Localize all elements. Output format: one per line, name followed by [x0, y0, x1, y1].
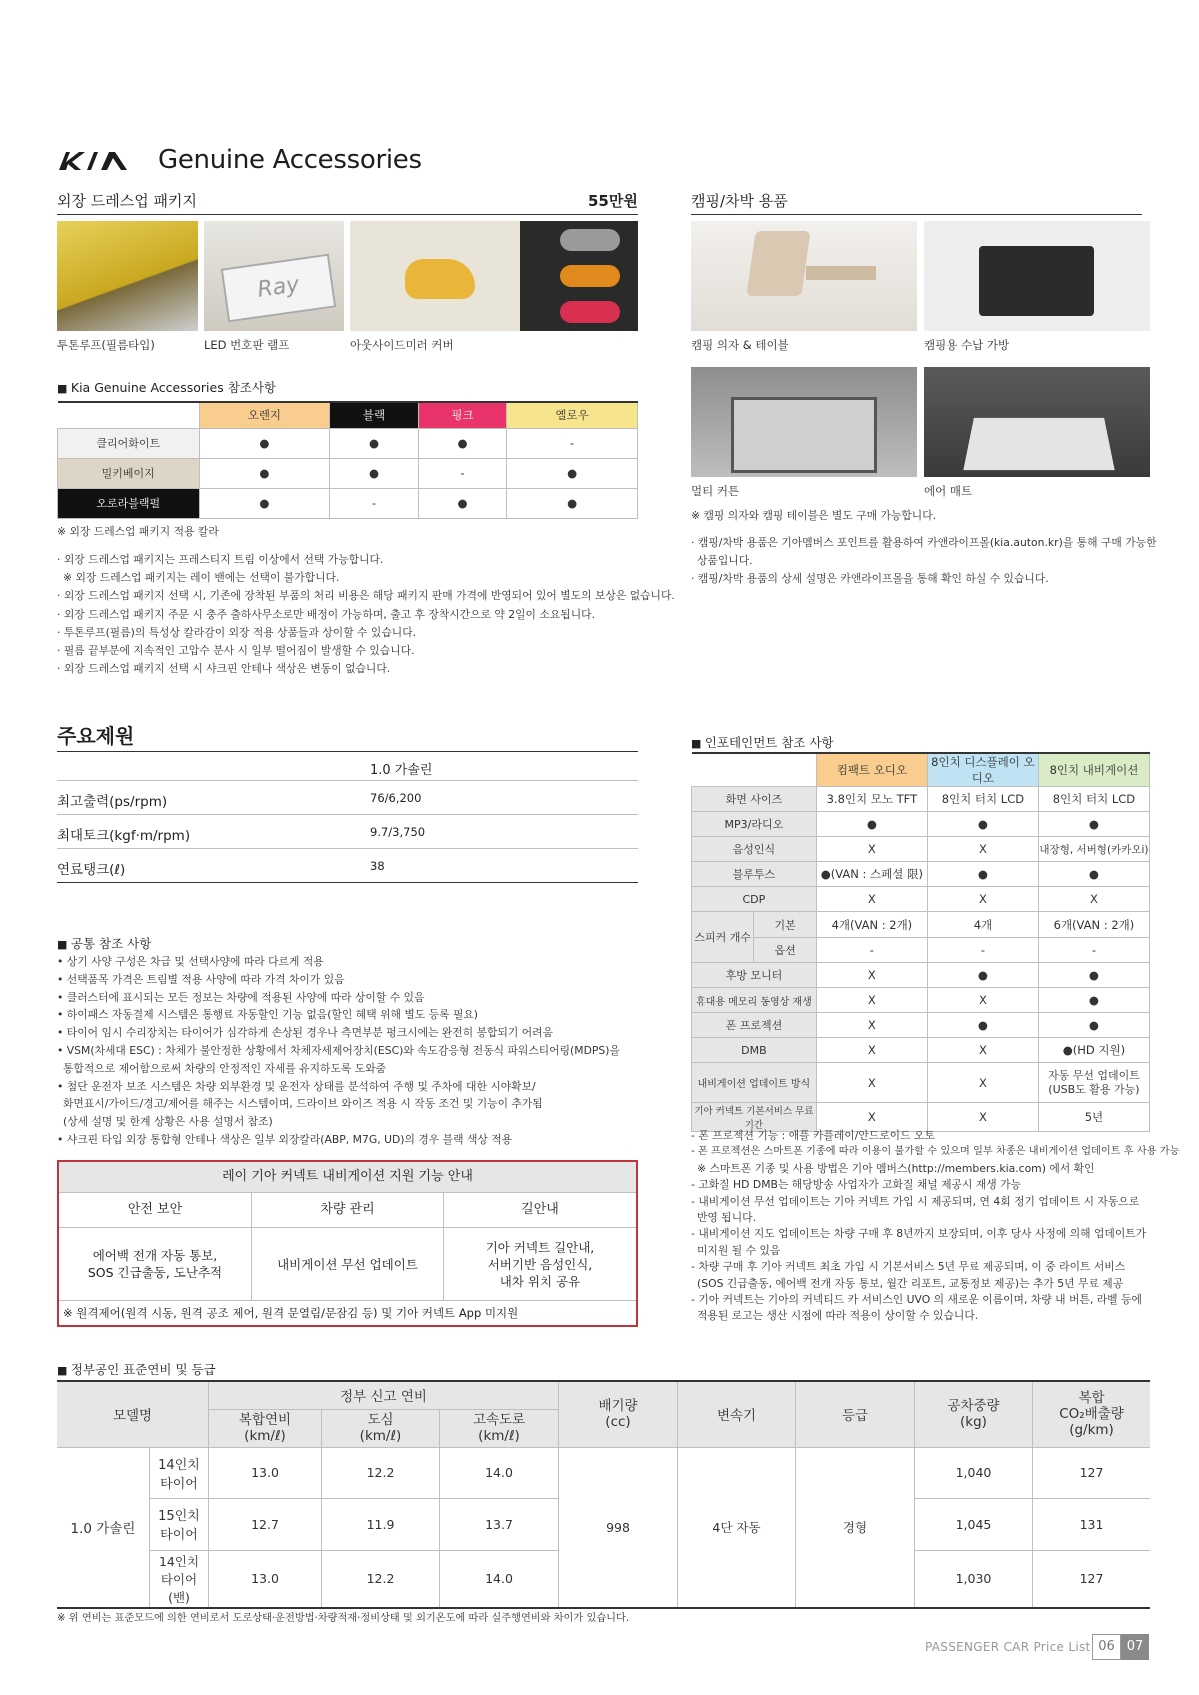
common-title: ■ 공통 참조 사항	[57, 934, 151, 952]
kia-logo	[57, 150, 145, 172]
camping-chair-photo	[691, 221, 917, 331]
cell: ●	[418, 428, 506, 458]
fuel-table	[57, 1380, 1150, 1609]
table-row: 기아 커넥트 기본서비스 무료기간 X X 5년	[692, 1103, 1150, 1132]
connect-box	[57, 1160, 638, 1327]
specs-column: 1.0 가솔린	[370, 763, 433, 778]
fuel-header: 정부 신고 연비	[209, 1381, 559, 1409]
table-row	[58, 428, 638, 458]
grade: 경형	[796, 1447, 915, 1608]
fuel-header: 배기량 (cc)	[559, 1381, 678, 1447]
table-row	[58, 458, 638, 488]
row-label: 밀키베이지	[58, 458, 200, 488]
cell: -	[330, 488, 418, 518]
table-row: 후방 모니터 X ● ●	[692, 963, 1150, 988]
table-row: 폰 프로젝션 X ● ●	[692, 1013, 1150, 1038]
mirror-cover-photo	[350, 221, 638, 331]
displacement: 998	[559, 1447, 678, 1608]
cell: ●	[418, 488, 506, 518]
table-row: CDP X X X	[692, 887, 1150, 912]
connect-cell: 기아 커넥트 길안내, 서버기반 음성인식, 내차 위치 공유	[444, 1228, 636, 1301]
table-row: 음성인식 X X 내장형, 서버형(카카오i)	[692, 837, 1150, 862]
photo-caption: 캠핑 의자 & 테이블	[691, 338, 789, 352]
table-row	[58, 488, 638, 518]
color-header: 오렌지	[199, 402, 330, 428]
common-notes: • 상기 사양 구성은 차급 및 선택사양에 따라 다르게 적용 • 선택품목 가격은 트림별 적용 사양에 따라 가격 차이가 있음 • 클러스터에 표시되는 모든 정보는 차량에 적용된 사양에 따라 상이할 수 있음 • 하이패스 자동결제 시스템은 통행료 자동할인 기능 없음(할인 혜택 위해 별도 등록 필요) • 타이어 임시 수리장치는 타이어가 심각하게 손상된 경우나 측면부분 펑크시에는 완전히 봉합되기 어려움 • VSM(차세대 ESC) : 차체가 불안정한 상황에서 차체자세제어장치(ESC)와 속도감응형 전동식 파워스티어링(MDPS)을 통합적으로 제어함으로써 차량의 안정적인 자세를 유지하도록 도와줌 • 첨단 운전자 보조 시스템은 차량 외부환경 및 운전자 상태를 분석하여 주행 및 주차에 대한 시야확보/ 화면표시/가이드/경고/제어를 해주는 시스템이며, 드라이브 와이즈 적용 시 작동 조건 및 기능이 추가됨 (상세 설명 및 한계 상황은 사용 설명서 참조) • 샤크핀 타입 외장 통합형 안테나 색상은 일부 외장칼라(ABP, M7G, UD)의 경우 블랙 색상 적용	[57, 955, 620, 1146]
spec-value: 38	[370, 859, 385, 873]
fuel-header: 고속도로 (km/ℓ)	[440, 1409, 559, 1447]
cell: ●	[199, 458, 330, 488]
camping-notes: · 캠핑/차박 용품은 기아멤버스 포인트를 활용하여 카앤라이프몰(kia.auton.kr)을 통해 구매 가능한 상품입니다. · 캠핑/차박 용품의 상세 설명은 카앤라이프몰을 통해 확인 하실 수 있습니다.	[691, 536, 1157, 586]
color-header: 옐로우	[507, 402, 638, 428]
cell: ●	[330, 458, 418, 488]
photo-caption: 멀티 커튼	[691, 484, 740, 498]
dressup-notes: · 외장 드레스업 패키지는 프레스티지 트림 이상에서 선택 가능합니다. ※ 외장 드레스업 패키지는 레이 밴에는 선택이 불가합니다. · 외장 드레스업 패키지 선택 시, 기존에 장착된 부품의 처리 비용은 해당 패키지 판매 가격에 반영되어 있어 별도의 보상은 없습니다. · 외장 드레스업 패키지 주문 시 충주 출하사무소로만 배정이 가능하며, 출고 후 장착시간으로 약 2일이 소요됩니다. · 투톤루프(필름)의 특성상 칼라감이 외장 적용 상품들과 상이할 수 있습니다. · 필름 끝부분에 지속적인 고압수 분사 시 일부 떨어짐이 발생할 수 있습니다. · 외장 드레스업 패키지 선택 시 샤크핀 안테나 색상은 변동이 없습니다.	[57, 553, 675, 676]
camping-bag-photo	[924, 221, 1150, 331]
cell: ●	[199, 488, 330, 518]
page-number-right: 07	[1121, 1634, 1149, 1660]
cell: ●	[199, 428, 330, 458]
connect-header: 안전 보안	[59, 1193, 252, 1228]
photo-caption: LED 번호판 램프	[204, 338, 290, 352]
infotainment-notes: - 폰 프로젝션 기능 : 애플 카플레이/안드로이드 오토 - 폰 프로젝션은 스마트폰 기종에 따라 이용이 불가할 수 있으며 일부 차종은 내비게이션 업데이트 후 사용 가능 ※ 스마트폰 기종 및 사용 방법은 기아 멤버스(http://members.kia.com) 에서 확인 - 고화질 HD DMB는 해당방송 사업자가 고화질 채널 제공시 재생 가능 - 내비게이션 무선 업데이트는 기아 커넥트 가입 시 제공되며, 연 4회 정기 업데이트 시 자동으로 반영 됩니다. - 내비게이션 지도 업데이트는 차량 구매 후 8년까지 보장되며, 이후 당사 사정에 의해 업데이트가 미지원 될 수 있음 - 차량 구매 후 기아 커넥트 최초 가입 시 기본서비스 5년 무료 제공되며, 이 중 라이트 서비스 (SOS 긴급출동, 에어백 전개 자동 통보, 월간 리포트, 교통정보 제공)는 추가 5년 무료 제공 - 기아 커넥트는 기아의 커넥티드 카 서비스인 UVO 의 새로운 이름이며, 차량 내 버튼, 라벨 등에 적용된 로고는 생산 시점에 따라 적용이 상이할 수 있습니다.	[691, 1129, 1180, 1323]
photo-caption: 투톤루프(필름타입)	[57, 338, 155, 352]
table-row: 휴대용 메모리 동영상 재생 X X ●	[692, 988, 1150, 1013]
info-header: 8인치 디스플레이 오디오	[927, 753, 1038, 787]
row-label: 오로라블랙펄	[58, 488, 200, 518]
table-row: 1.0 가솔린 14인치 타이어 13.0 12.2 14.0 998 4단 자동 경형 1,040 127	[57, 1447, 1150, 1498]
connect-header: 길안내	[444, 1193, 636, 1228]
infotainment-table	[691, 752, 1150, 1132]
cell: ●	[330, 428, 418, 458]
table-row: 옵션 - - -	[692, 938, 1150, 963]
connect-header: 차량 관리	[252, 1193, 444, 1228]
engine: 1.0 가솔린	[57, 1447, 150, 1608]
spec-value: 76/6,200	[370, 791, 422, 805]
fuel-header: 복합 CO₂배출량 (g/km)	[1033, 1381, 1151, 1447]
table-row: 화면 사이즈 3.8인치 모노 TFT 8인치 터치 LCD 8인치 터치 LCD	[692, 787, 1150, 812]
fuel-header: 도심 (km/ℓ)	[322, 1409, 440, 1447]
photo-caption: 아웃사이드미러 커버	[350, 338, 454, 352]
info-header: 8인치 내비게이션	[1038, 753, 1149, 787]
ref-title: ■ Kia Genuine Accessories 참조사항	[57, 378, 276, 396]
dressup-title: 외장 드레스업 패키지	[57, 192, 197, 210]
table-row: 블루투스 ●(VAN : 스페셜 限) ● ●	[692, 862, 1150, 887]
led-plate-lamp-photo: Ray	[204, 221, 344, 331]
table-note: ※ 외장 드레스업 패키지 적용 칼라	[57, 525, 219, 538]
row-label: 클리어화이트	[58, 428, 200, 458]
spec-value: 9.7/3,750	[370, 825, 426, 839]
connect-footer: ※ 원격제어(원격 시동, 원격 공조 제어, 원격 문열림/문잠김 등) 및 기아 커넥트 App 미지원	[63, 1306, 519, 1320]
two-tone-roof-photo	[57, 221, 198, 331]
page-number-left: 06	[1092, 1634, 1121, 1660]
fuel-header: 복합연비 (km/ℓ)	[209, 1409, 322, 1447]
fuel-header: 모델명	[57, 1381, 209, 1447]
photo-caption: 캠핑용 수납 가방	[924, 338, 1010, 352]
color-table	[57, 401, 638, 519]
table-row: 15인치 타이어 12.7 11.9 13.7 1,045 131	[57, 1498, 1150, 1550]
table-row: MP3/라디오 ● ● ●	[692, 812, 1150, 837]
spec-label: 최대토크(kgf·m/rpm)	[57, 828, 191, 844]
fuel-title: ■ 정부공인 표준연비 및 등급	[57, 1360, 216, 1378]
dressup-price: 55만원	[588, 192, 638, 210]
color-header: 블랙	[330, 402, 418, 428]
fuel-note: ※ 위 연비는 표준모드에 의한 연비로서 도로상태·운전방법·차량적재·정비상태 및 외기온도에 따라 실주행연비와 차이가 있습니다.	[57, 1613, 630, 1624]
air-mat-photo	[924, 367, 1150, 477]
transmission: 4단 자동	[678, 1447, 796, 1608]
color-header: 핑크	[418, 402, 506, 428]
fuel-header: 등급	[796, 1381, 915, 1447]
table-row: 내비게이션 업데이트 방식 X X 자동 무선 업데이트 (USB도 활용 가능)	[692, 1063, 1150, 1103]
specs-title: 주요제원	[57, 724, 135, 748]
photo-caption: 에어 매트	[924, 484, 973, 498]
cell: -	[418, 458, 506, 488]
cell: ●	[507, 488, 638, 518]
brand-title: Genuine Accessories	[158, 145, 422, 175]
infotainment-title: ■ 인포테인먼트 참조 사항	[691, 733, 834, 751]
connect-cell: 에어백 전개 자동 통보, SOS 긴급출동, 도난추적	[59, 1228, 252, 1301]
cell: -	[507, 428, 638, 458]
camping-title: 캠핑/차박 용품	[691, 192, 788, 210]
connect-title: 레이 기아 커넥트 내비게이션 지원 기능 안내	[59, 1162, 636, 1193]
table-row: 스피커 개수 기본 4개(VAN : 2개) 4개 6개(VAN : 2개)	[692, 912, 1150, 938]
connect-cell: 내비게이션 무선 업데이트	[252, 1228, 444, 1301]
footer-label: PASSENGER CAR Price List	[925, 1640, 1091, 1654]
cell: ●	[507, 458, 638, 488]
table-row: 14인치 타이어(밴) 13.0 12.2 14.0 1,030 127	[57, 1550, 1150, 1608]
fuel-header: 변속기	[678, 1381, 796, 1447]
multi-curtain-photo	[691, 367, 917, 477]
spec-label: 최고출력(ps/rpm)	[57, 794, 168, 810]
info-header: 컴팩트 오디오	[816, 753, 927, 787]
camping-note: ※ 캠핑 의자와 캠핑 테이블은 별도 구매 가능합니다.	[691, 509, 937, 522]
table-row: DMB X X ●(HD 지원)	[692, 1038, 1150, 1063]
fuel-header: 공차중량 (kg)	[915, 1381, 1033, 1447]
spec-label: 연료탱크(ℓ)	[57, 862, 126, 878]
